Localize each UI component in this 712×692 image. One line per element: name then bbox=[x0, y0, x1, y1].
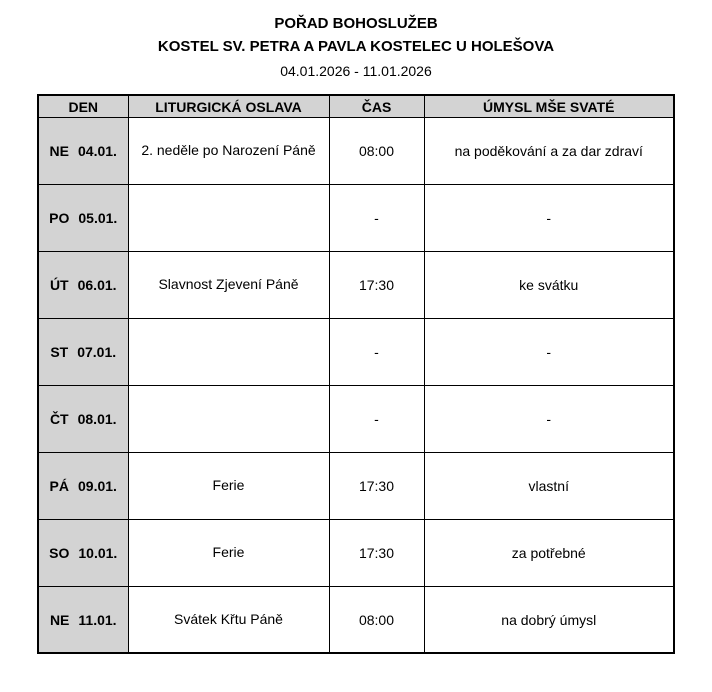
day-cell bbox=[38, 184, 128, 251]
time-cell: - bbox=[329, 184, 424, 251]
day-date: 05.01. bbox=[78, 209, 118, 226]
time-cell: 17:30 bbox=[329, 251, 424, 318]
table-row bbox=[38, 385, 674, 452]
column-header-time: ČAS bbox=[329, 95, 424, 117]
schedule-body bbox=[38, 117, 674, 653]
day-abbr: PÁ bbox=[49, 477, 69, 494]
table-row bbox=[38, 452, 674, 519]
page-title: POŘAD BOHOSLUŽEB bbox=[274, 15, 438, 32]
celebration-cell: 2. neděle po Narození Páně bbox=[128, 117, 329, 184]
day-date: 06.01. bbox=[77, 276, 117, 293]
celebration-cell bbox=[128, 318, 329, 385]
day-cell bbox=[38, 251, 128, 318]
table-row bbox=[38, 184, 674, 251]
intention-cell: ke svátku bbox=[424, 251, 674, 318]
column-header-celebration: LITURGICKÁ OSLAVA bbox=[128, 95, 329, 117]
table-row bbox=[38, 117, 674, 184]
time-cell: 17:30 bbox=[329, 452, 424, 519]
day-date: 04.01. bbox=[78, 142, 117, 159]
day-cell bbox=[38, 385, 128, 452]
day-cell bbox=[38, 586, 128, 653]
time-cell: 17:30 bbox=[329, 519, 424, 586]
intention-cell: na poděkování a za dar zdraví bbox=[424, 117, 674, 184]
schedule-header-row bbox=[38, 95, 674, 117]
date-range: 04.01.2026 - 11.01.2026 bbox=[280, 62, 432, 79]
column-header-day: DEN bbox=[38, 95, 128, 117]
day-abbr: NE bbox=[49, 142, 69, 159]
table-row bbox=[38, 318, 674, 385]
page-subtitle: KOSTEL SV. PETRA A PAVLA KOSTELEC U HOLEŠOVA bbox=[157, 38, 555, 56]
day-abbr: ČT bbox=[49, 410, 69, 427]
column-header-intention: ÚMYSL MŠE SVATÉ bbox=[424, 95, 674, 117]
day-abbr: PO bbox=[49, 209, 70, 226]
day-date: 09.01. bbox=[78, 477, 117, 494]
day-abbr: SO bbox=[49, 544, 70, 561]
table-row bbox=[38, 251, 674, 318]
day-date: 11.01. bbox=[78, 611, 117, 628]
intention-cell: - bbox=[424, 318, 674, 385]
intention-cell: na dobrý úmysl bbox=[424, 586, 674, 653]
day-date: 07.01. bbox=[77, 343, 117, 360]
intention-cell: za potřebné bbox=[424, 519, 674, 586]
day-cell bbox=[38, 117, 128, 184]
celebration-cell: Ferie bbox=[128, 452, 329, 519]
celebration-cell: Ferie bbox=[128, 519, 329, 586]
celebration-cell: Slavnost Zjevení Páně bbox=[128, 251, 329, 318]
page-header bbox=[0, 14, 712, 80]
day-abbr: ÚT bbox=[49, 276, 69, 293]
day-abbr: NE bbox=[49, 611, 70, 628]
time-cell: - bbox=[329, 318, 424, 385]
day-date: 08.01. bbox=[77, 410, 117, 427]
day-cell bbox=[38, 519, 128, 586]
celebration-cell bbox=[128, 385, 329, 452]
celebration-cell bbox=[128, 184, 329, 251]
table-row bbox=[38, 519, 674, 586]
day-date: 10.01. bbox=[78, 544, 118, 561]
day-abbr: ST bbox=[50, 343, 69, 360]
intention-cell: - bbox=[424, 385, 674, 452]
table-row bbox=[38, 586, 674, 653]
intention-cell: vlastní bbox=[424, 452, 674, 519]
time-cell: 08:00 bbox=[329, 117, 424, 184]
time-cell: - bbox=[329, 385, 424, 452]
day-cell bbox=[38, 452, 128, 519]
time-cell: 08:00 bbox=[329, 586, 424, 653]
schedule-table bbox=[37, 94, 675, 654]
intention-cell: - bbox=[424, 184, 674, 251]
celebration-cell: Svátek Křtu Páně bbox=[128, 586, 329, 653]
day-cell bbox=[38, 318, 128, 385]
